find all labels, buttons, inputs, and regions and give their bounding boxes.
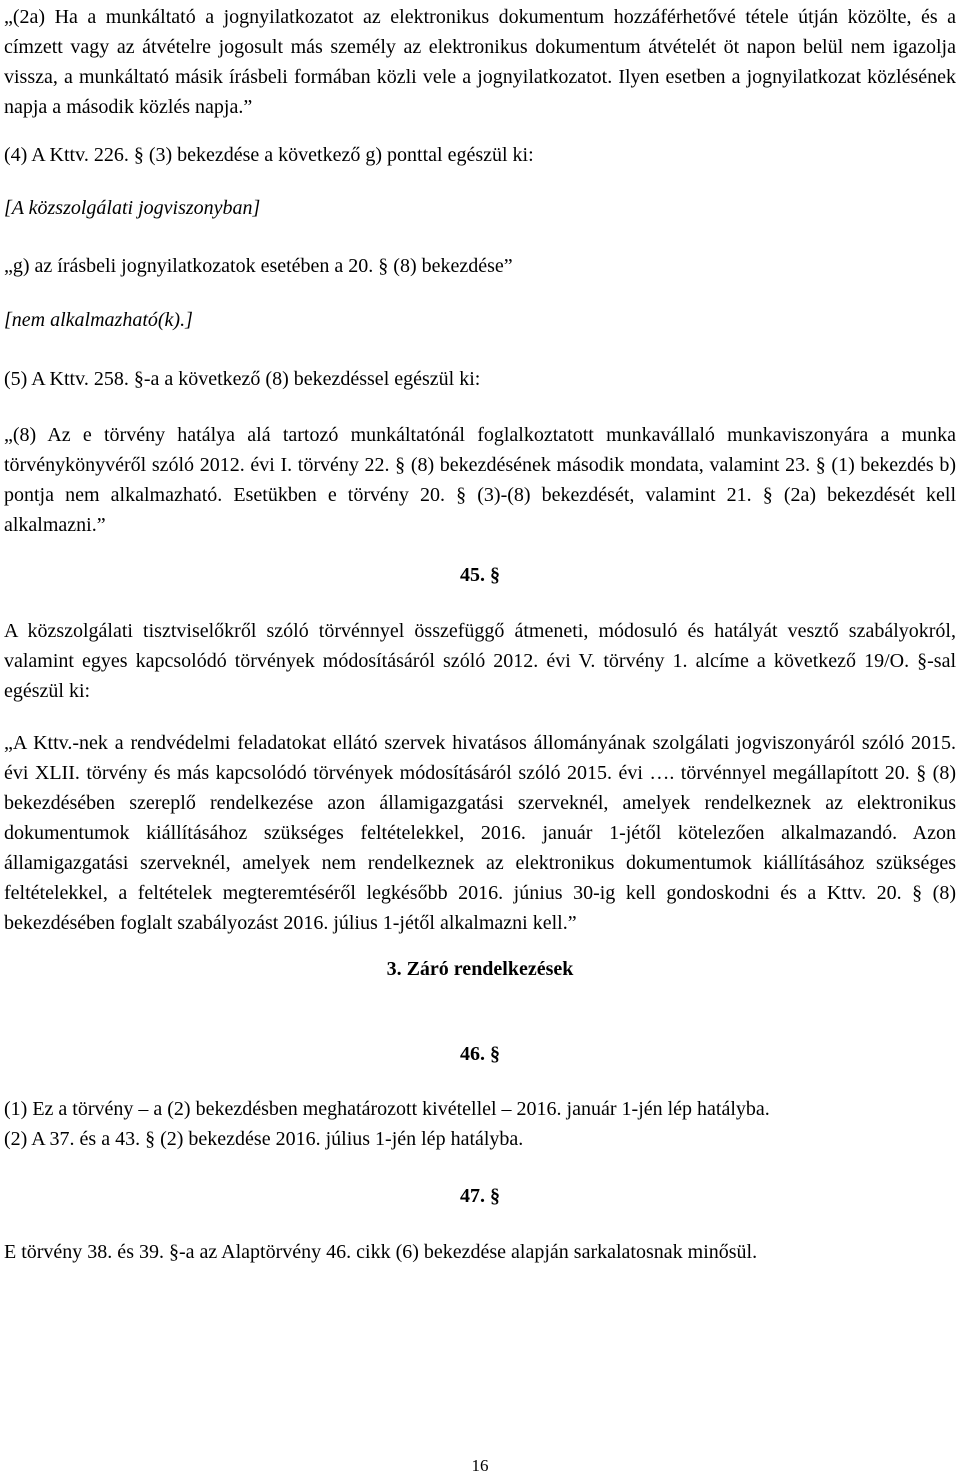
section-46-paragraph-2: (2) A 37. és a 43. § (2) bekezdése 2016. július 1-jén lép hatályba. [4, 1128, 524, 1150]
page-number: 16 [471, 1456, 489, 1475]
section-45-text: A közszolgálati tisztviselőkről szóló törvénnyel összefüggő átmeneti, módosuló és hatályát vesztő szabályokról, valamint egyes kapcsolódó törvények módosításáról szóló 2012. évi V. törvény 1. alcíme a következő 19/O. §-sal egészül ki: [4, 620, 956, 702]
section-46-paragraph-1: (1) Ez a törvény – a (2) bekezdésben meghatározott kivétellel – 2016. január 1-jén lép hatályba. [4, 1098, 770, 1120]
paragraph-4-context: [A közszolgálati jogviszonyban] [4, 197, 261, 219]
paragraph-4: (4) A Kttv. 226. § (3) bekezdése a következő g) ponttal egészül ki: [4, 144, 534, 166]
paragraph-2a: „(2a) Ha a munkáltató a jognyilatkozatot az elektronikus dokumentum hozzáférhetővé tétele útján közölte, és a címzett vagy az átvételre jogosult más személy az elektronikus dokumentum átvételét öt napon belül nem igazolja vissza, a munkáltató másik írásbeli formában közli vele a jognyilatkozatot. Ilyen esetben a jognyilatkozat közlésének napja a második közlés napja.” [4, 6, 956, 118]
section-45-heading: 45. § [460, 564, 500, 586]
paragraph-5-quote: „(8) Az e törvény hatálya alá tartozó munkáltatónál foglalkoztatott munkavállaló munkaviszonyára a munka törvénykönyvéről szóló 2012. évi I. törvény 22. § (8) bekezdésének második mondata, valamint 23. § (1) bekezdés b) pontja nem alkalmazható. Esetükben e törvény 20. § (3)-(8) bekezdését, valamint 21. § (2a) bekezdését kell alkalmazni.” [4, 424, 956, 536]
paragraph-4-tail: [nem alkalmazható(k).] [4, 309, 193, 331]
chapter-3-heading: 3. Záró rendelkezések [386, 958, 574, 980]
section-45-quote: „A Kttv.-nek a rendvédelmi feladatokat ellátó szervek hivatásos állományának szolgálati jogviszonyáról szóló 2015. évi XLII. törvény és más kapcsolódó törvények módosításáról szóló 2015. évi …. törvénnyel megállapított 20. § (8) bekezdésében szereplő rendelkezése azon államigazgatási szerveknél, amelyek rendelkeznek az elektronikus dokumentumok kiállításához szükséges feltételekkel, 2016. január 1-jétől kötelezően alkalmazandó. Azon államigazgatási szerveknél, amelyek nem rendelkeznek az elektronikus dokumentumok kiállításához szükséges feltételekkel, a feltételek megteremtéséről legkésőbb 2016. június 30-ig kell gondoskodni és a Kttv. 20. § (8) bekezdésében foglalt szabályozást 2016. július 1-jétől alkalmazni kell.” [4, 732, 956, 934]
paragraph-5: (5) A Kttv. 258. §-a a következő (8) bekezdéssel egészül ki: [4, 368, 481, 390]
section-47-heading: 47. § [460, 1185, 500, 1207]
section-47-text: E törvény 38. és 39. §-a az Alaptörvény 46. cikk (6) bekezdése alapján sarkalatosnak minősül. [4, 1241, 758, 1263]
paragraph-4-point-g: „g) az írásbeli jognyilatkozatok esetében a 20. § (8) bekezdése” [4, 255, 513, 277]
section-46-heading: 46. § [460, 1043, 500, 1065]
